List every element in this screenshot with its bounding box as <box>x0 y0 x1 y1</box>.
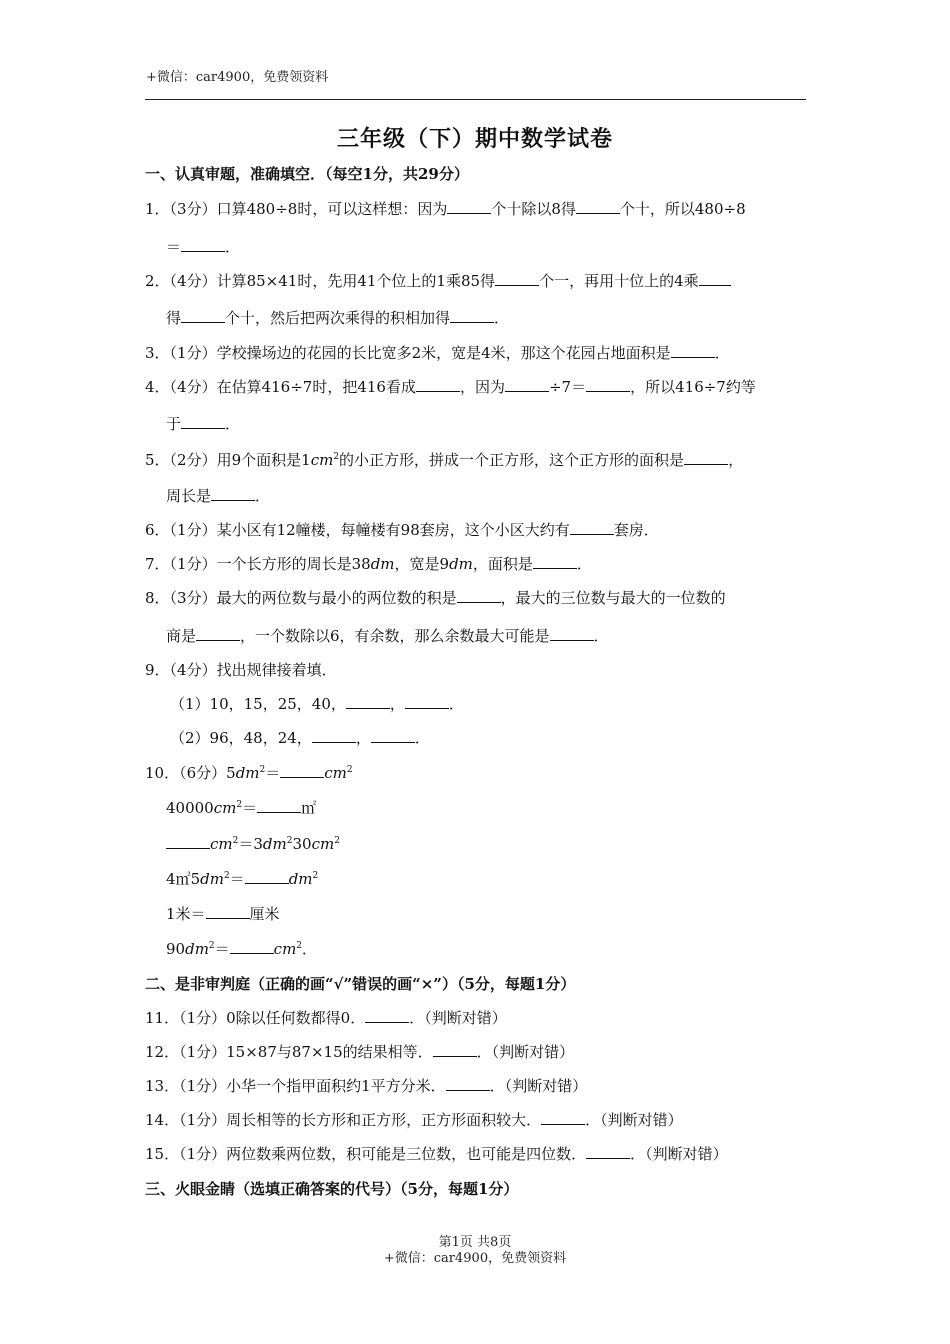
answer-blank[interactable] <box>257 798 301 813</box>
question-10: 10．（6分）$5dm^2= cm^2$ <box>145 764 353 782</box>
page-number: 第1页 共8页 <box>438 1235 512 1250</box>
answer-blank[interactable] <box>371 728 415 743</box>
question-3: 3．（1分）学校操场边的花园的长比宽多2米，宽是4米，那这个花园占地面积是 ． <box>145 344 730 362</box>
question-6: 6．（1分）某小区有12幢楼，每幢楼有98套房，这个小区大约有 套房． <box>145 521 659 539</box>
question-2-line-2: 得 个十，然后把两次乘得的积相加得 ． <box>166 309 510 327</box>
question-9-part-2: （2）96，48，24， ， ． <box>170 729 430 747</box>
answer-blank[interactable] <box>684 450 728 465</box>
answer-blank[interactable] <box>416 377 460 392</box>
answer-blank[interactable] <box>495 271 539 286</box>
question-10-line-4: $4㎡5dm^2= dm^2$ <box>166 870 319 888</box>
header-divider <box>145 99 806 100</box>
answer-blank[interactable] <box>433 1042 477 1057</box>
question-15: 15．（1分）两位数乘两位数，积可能是三位数，也可能是四位数． ．（判断对错） <box>145 1145 728 1163</box>
question-14: 14．（1分）周长相等的长方形和正方形，正方形面积较大． ．（判断对错） <box>145 1111 683 1129</box>
question-5-line-2: 周长是 ． <box>166 487 271 505</box>
section-2-heading: 二、是非审判庭（正确的画“√”错误的画“×”）（5分，每题1分） <box>145 975 576 993</box>
question-8-line-1: 8．（3分）最大的两位数与最小的两位数的积是 ，最大的三位数与最大的一位数的 <box>145 589 726 607</box>
question-9: 9．（4分）找出规律接着填． <box>145 661 337 679</box>
question-4-line-2: 于 ． <box>166 415 241 433</box>
answer-blank[interactable] <box>446 1076 490 1091</box>
page-title: 三年级（下）期中数学试卷 <box>336 126 613 152</box>
answer-blank[interactable] <box>211 486 255 501</box>
footer-note: +微信：car4900，免费领资料 <box>383 1251 567 1266</box>
section-1-heading: 一、认真审题，准确填空．（每空1分，共29分） <box>145 165 469 183</box>
question-10-line-2: $40000cm^2=$ ㎡ <box>166 799 317 817</box>
answer-blank[interactable] <box>570 520 614 535</box>
answer-blank[interactable] <box>699 271 731 286</box>
answer-blank[interactable] <box>166 834 210 849</box>
answer-blank[interactable] <box>450 308 494 323</box>
answer-blank[interactable] <box>181 237 225 252</box>
answer-blank[interactable] <box>181 308 225 323</box>
answer-blank[interactable] <box>457 588 501 603</box>
answer-blank[interactable] <box>245 869 289 884</box>
question-1-line-1: 1．（3分）口算480÷8时，可以这样想：因为 个十除以8得 个十，所以480÷8 <box>145 200 746 218</box>
answer-blank[interactable] <box>405 694 449 709</box>
answer-blank[interactable] <box>206 904 250 919</box>
question-11: 11．（1分）0除以任何数都得0． ．（判断对错） <box>145 1009 507 1027</box>
answer-blank[interactable] <box>447 199 491 214</box>
question-13: 13．（1分）小华一个指甲面积约1平方分米． ．（判断对错） <box>145 1077 588 1095</box>
answer-blank[interactable] <box>280 763 324 778</box>
answer-blank[interactable] <box>586 1144 630 1159</box>
question-8-line-2: 商是 ，一个数除以6，有余数，那么余数最大可能是 ． <box>166 627 609 645</box>
answer-blank[interactable] <box>181 414 225 429</box>
section-3-heading: 三、火眼金睛（选填正确答案的代号）（5分，每题1分） <box>145 1180 519 1198</box>
answer-blank[interactable] <box>312 728 356 743</box>
answer-blank[interactable] <box>505 377 549 392</box>
answer-blank[interactable] <box>346 694 390 709</box>
question-5-line-1: 5．（2分）用9个面积是$1cm^2$的小正方形，拼成一个正方形，这个正方形的面积是 ， <box>145 451 744 469</box>
question-4-line-1: 4．（4分）在估算416÷7时，把416看成 ，因为 ÷7＝ ，所以416÷7约等 <box>145 378 756 396</box>
question-1-line-2: ＝ ． <box>166 238 241 256</box>
answer-blank[interactable] <box>586 377 630 392</box>
answer-blank[interactable] <box>550 626 594 641</box>
question-10-line-3: $cm^2=3dm^230cm^2$ <box>166 833 340 854</box>
question-2-line-1: 2．（4分）计算85×41时，先用41个位上的1乘85得 个一，再用十位上的4乘 <box>145 270 731 291</box>
answer-blank[interactable] <box>230 939 274 954</box>
header-note: +微信：car4900，免费领资料 <box>146 70 329 85</box>
answer-blank[interactable] <box>533 554 577 569</box>
answer-blank[interactable] <box>671 343 715 358</box>
answer-blank[interactable] <box>196 626 240 641</box>
answer-blank[interactable] <box>365 1008 409 1023</box>
answer-blank[interactable] <box>576 199 620 214</box>
question-12: 12．（1分）15×87与87×15的结果相等． ．（判断对错） <box>145 1043 575 1061</box>
answer-blank[interactable] <box>541 1110 585 1125</box>
question-7: 7．（1分）一个长方形的周长是38dm，宽是9dm，面积是 ． <box>145 555 592 573</box>
question-9-part-1: （1）10，15，25，40， ， ． <box>170 695 464 713</box>
question-10-line-5: 1米＝ 厘米 <box>166 905 280 923</box>
question-10-line-6: $90dm^2= cm^2$． <box>166 940 318 958</box>
